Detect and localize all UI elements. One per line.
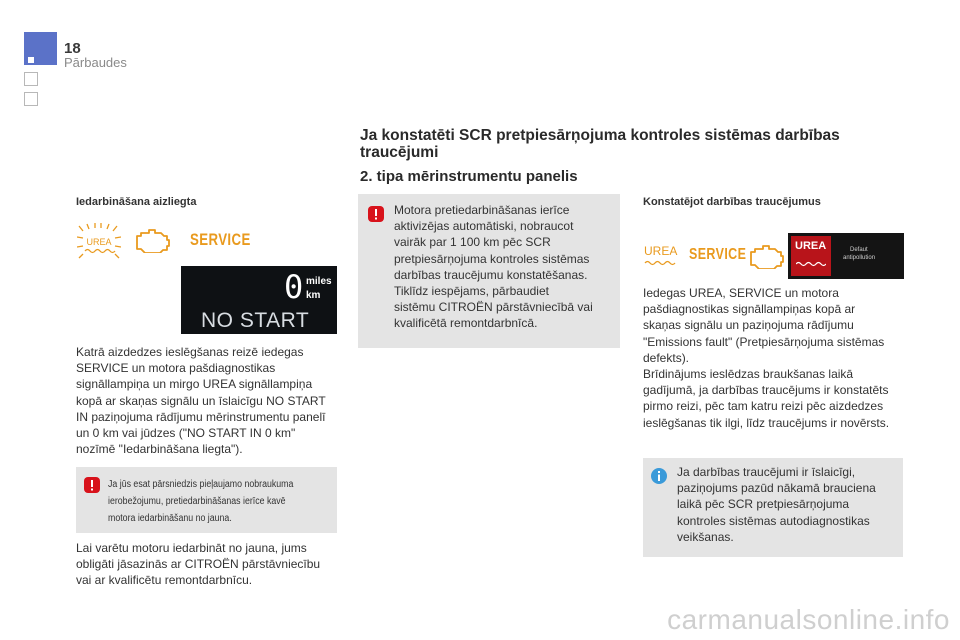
display-unit-miles: miles: [306, 276, 332, 287]
urea-fault-symbol: UREA: [791, 236, 831, 276]
page-number: 18: [64, 40, 81, 57]
wave-icon: [796, 260, 826, 268]
service-icon: SERVICE: [689, 246, 747, 263]
dashboard-display: [181, 266, 337, 334]
urea-icon: [77, 223, 121, 259]
right-info-text: Ja darbības traucējumi ir īslaicīgi, paziņojums pazūd nākamā brauciena laikā pēc SCR pretpiesārņojuma kontroles sistēmas autodiagnostikas veikšanas.: [677, 465, 876, 544]
fault-display: [788, 233, 904, 279]
nav-box-1[interactable]: [24, 72, 38, 86]
right-paragraph: Iedegas UREA, SERVICE un motora pašdiagnostikas signāllampiņas kopā ar skaņas signālu un paziņojuma rādījumu "Emissions fault" (Pretpiesārņojuma sistēmas defekts). Brīdinājums ieslēdzas braukšanas laikā gadījumā, ja darbības traucējums ir konstatēts pirmo reizi, pēc tam katru reizi pēc aizdedzes ieslēgšanas tik ilgi, līdz traucējums ir novērsts.: [643, 286, 890, 430]
left-paragraph: Katrā aizdedzes ieslēgšanas reizē iedegas SERVICE un motora pašdiagnostikas signāllampiņa un mirgo UREA signāllampiņa kopā ar skaņas signālu un īslaicīgu NO START IN paziņojuma rādījumu mērinstrumentu panelī un 0 km vai jūdzes ("NO START IN 0 km" nozīmē "Iedarbināšana liegta").: [76, 345, 326, 457]
warning-icon: [84, 477, 100, 493]
right-info-box: [643, 458, 903, 557]
middle-warning-box: [358, 194, 620, 348]
urea-icon-label: UREA: [86, 237, 112, 247]
left-warning-box: [76, 467, 337, 533]
nav-box-2[interactable]: [24, 92, 38, 106]
info-icon: [651, 468, 667, 484]
engine-icon: [134, 227, 170, 253]
urea-icon-label: UREA: [644, 244, 678, 258]
engine-icon: [748, 243, 784, 269]
left-bottom-paragraph: Lai varētu motoru iedarbināt no jauna, jums obligāti jāsazinās ar CITROËN pārstāvniecību vai ar kvalificētu remontdarbnīcu.: [76, 541, 321, 588]
service-icon: SERVICE: [190, 230, 251, 249]
display-message: NO START: [201, 309, 309, 332]
right-title: Konstatējot darbības traucējumus: [643, 196, 821, 208]
fault-line-2: antipollution: [843, 255, 876, 261]
middle-warning-text: Motora pretiedarbināšanas ierīce aktivizējas automātiski, nobraucot vairāk par 1 100 km pēc SCR pretpiesārņojuma kontroles sistēmas darbības traucējumu konstatēšanas. Tiklīdz iespējams, pārbaudiet sistēmu CITROËN pārstāvniecībā vai kvalificētā remontdarbnīcā.: [394, 203, 593, 331]
urea-icon: [644, 243, 680, 267]
fault-line-1: Defaut: [850, 247, 868, 253]
sub-heading: 2. tipa mērinstrumentu panelis: [360, 168, 578, 185]
display-digit: 0: [284, 268, 304, 306]
chapter-tab-marker: [28, 57, 34, 63]
left-title: Iedarbināšana aizliegta: [76, 196, 197, 208]
watermark: carmanualsonline.info: [667, 604, 950, 635]
left-warning-text: Ja jūs esat pārsniedzis pieļaujamo nobraukuma ierobežojumu, pretiedarbināšanas ierīce kavē motora iedarbināšanu no jauna.: [108, 479, 294, 524]
section-title: Pārbaudes: [64, 55, 127, 70]
main-heading: Ja konstatēti SCR pretpiesārņojuma kontroles sistēmas darbības traucējumi: [360, 127, 840, 161]
display-unit-km: km: [306, 290, 321, 301]
warning-icon: [368, 206, 384, 222]
